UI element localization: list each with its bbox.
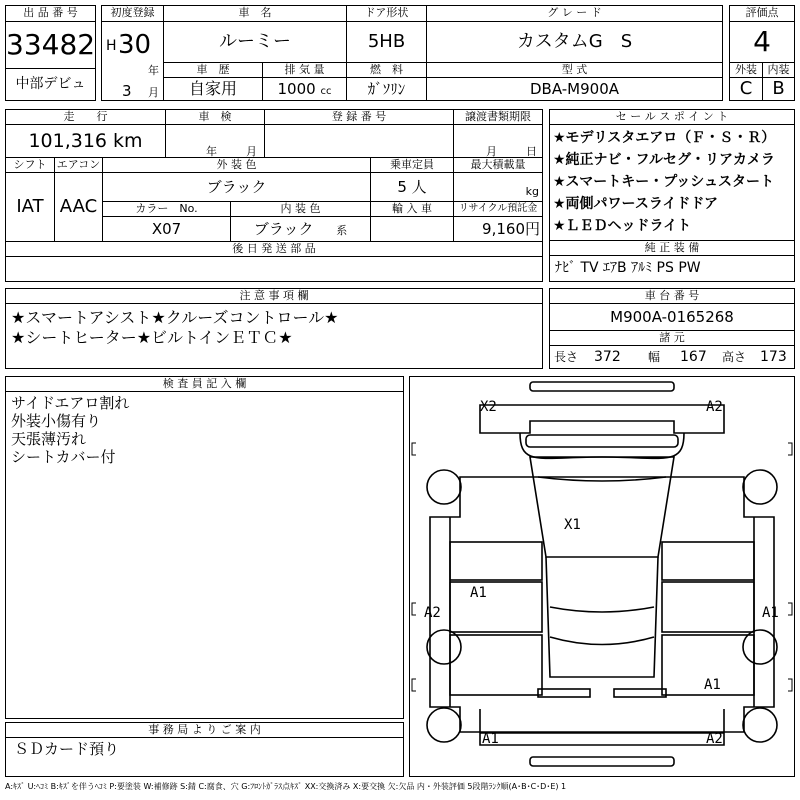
model-code: DBA-M900A — [426, 77, 723, 101]
later-parts-label: 後 日 発 送 部 品 — [5, 241, 543, 257]
transfer-label: 譲渡書類期限 — [453, 109, 543, 125]
origin-label: 中部デビュ — [5, 68, 96, 101]
shift: IAT — [5, 172, 55, 242]
mark-roof: X1 — [564, 517, 581, 533]
genuine-label: 純 正 装 備 — [549, 240, 795, 256]
inspector-line: 天張薄汚れ — [11, 430, 87, 448]
length: 372 — [594, 349, 621, 365]
color-no-label: カラー No. — [102, 201, 231, 217]
office-label: 事 務 局 よ り ご 案 内 — [5, 722, 404, 738]
model-label: 型 式 — [426, 62, 723, 78]
transfer-box — [453, 124, 543, 158]
width: 167 — [680, 349, 707, 365]
seats-label: 乗車定員 — [370, 157, 454, 173]
notes-label: 注 意 事 項 欄 — [5, 288, 543, 304]
sales-point: ★ＬＥＤヘッドライト — [553, 218, 692, 234]
inspection-box — [165, 124, 265, 158]
grade: カスタムG S — [426, 21, 723, 63]
recycle-label: リサイクル預託金 — [453, 201, 543, 217]
chassis-number: M900A-0165268 — [549, 303, 795, 331]
legend: A:ｷｽﾞ U:ﾍｺﾐ B:ｷｽﾞを伴うﾍｺﾐ P:要塗装 W:補修跡 S:錆 C:腐食、穴 G:ﾌﾛﾝﾄｶﾞﾗｽ点ｷｽﾞ XX:交換済み X:要交換 欠:欠品 内・外装評価 5段階ﾗﾝｸ順(A･B･C･D･E) 1 — [5, 782, 567, 791]
interior-grade: B — [762, 77, 795, 101]
load-unit: kg — [525, 185, 539, 198]
int-color-box — [230, 216, 371, 242]
office-note: ＳＤカード預り — [5, 737, 404, 777]
car-outline — [410, 377, 794, 776]
sales-point: ★スマートキー・プッシュスタート — [553, 174, 775, 190]
import-label: 輸 入 車 — [370, 201, 454, 217]
import-value — [370, 216, 454, 242]
width-label: 幅 — [648, 350, 661, 364]
height: 173 — [760, 349, 787, 365]
mileage-label: 走 行 — [5, 109, 166, 125]
insp-month-unit: 月 — [246, 145, 257, 158]
score-label: 評価点 — [729, 5, 795, 22]
mark-front-left: X2 — [480, 399, 497, 415]
lot-no-label: 出 品 番 号 — [5, 5, 96, 22]
height-label: 高さ — [722, 350, 747, 364]
history-label: 車 歴 — [163, 62, 263, 78]
displacement-box — [262, 77, 347, 101]
displacement-label: 排 気 量 — [262, 62, 347, 78]
mark-rear-left: A1 — [482, 731, 499, 747]
lot-number: 33482 — [5, 21, 96, 69]
ac: AAC — [54, 172, 103, 242]
interior-label: 内装 — [762, 62, 795, 78]
first-reg-box — [101, 21, 164, 101]
plate-label: 登 録 番 号 — [264, 109, 454, 125]
reg-month: 3 — [122, 82, 132, 100]
color-no: X07 — [102, 216, 231, 242]
dimensions — [549, 345, 795, 369]
sales-point: ★モデリスタエアロ（Ｆ・Ｓ・Ｒ） — [553, 130, 776, 146]
damage-diagram — [409, 376, 795, 777]
mileage: 101,316 km — [5, 124, 166, 158]
ac-label: エアコン — [54, 157, 103, 173]
sales-label: セ ー ル ス ポ イ ン ト — [549, 109, 795, 125]
note-line: ★スマートアシスト★クルーズコントロール★ — [11, 308, 339, 327]
dims-label: 諸 元 — [549, 330, 795, 346]
notes-box — [5, 303, 543, 369]
mark-right-rear: A1 — [704, 677, 721, 693]
inspector-label: 検 査 員 記 入 欄 — [5, 376, 404, 392]
insp-year-unit: 年 — [206, 145, 217, 158]
grade-label: グ レ ー ド — [426, 5, 723, 22]
mark-left-side: A2 — [424, 605, 441, 621]
reg-year: 30 — [118, 30, 152, 60]
int-color-label: 内 装 色 — [230, 201, 371, 217]
genuine-equipment: ﾅﾋﾞ TV ｴｱB ｱﾙﾐ PS PW — [549, 255, 795, 282]
door-type: 5HB — [346, 21, 427, 63]
car-name-label: 車 名 — [163, 5, 347, 22]
door-label: ドア形状 — [346, 5, 427, 22]
ext-color-label: 外 装 色 — [102, 157, 371, 173]
recycle-fee: 9,160円 — [453, 216, 543, 242]
load-box — [453, 172, 543, 202]
shift-label: シフト — [5, 157, 55, 173]
history: 自家用 — [163, 77, 263, 101]
mark-right-side: A1 — [762, 605, 779, 621]
mark-rear-right: A2 — [706, 731, 723, 747]
fuel-label: 燃 料 — [346, 62, 427, 78]
seats: 5 人 — [370, 172, 454, 202]
year-unit: 年 — [148, 64, 159, 77]
car-name: ルーミー — [163, 21, 347, 63]
inspector-box — [5, 391, 404, 719]
sales-point: ★両側パワースライドドア — [553, 196, 719, 212]
ext-color: ブラック — [102, 172, 371, 202]
score: 4 — [729, 21, 795, 63]
displacement: 1000 — [277, 80, 316, 98]
int-color-suffix: 系 — [336, 224, 348, 237]
inspection-label: 車 検 — [165, 109, 265, 125]
fuel: ｶﾞｿﾘﾝ — [346, 77, 427, 101]
later-parts — [5, 256, 543, 282]
chassis-label: 車 台 番 号 — [549, 288, 795, 304]
displacement-unit: cc — [320, 86, 332, 97]
note-line: ★シートヒーター★ビルトインＥＴＣ★ — [11, 328, 293, 347]
first-reg-label: 初度登録 — [101, 5, 164, 22]
sales-points — [549, 124, 795, 241]
exterior-grade: C — [729, 77, 763, 101]
transfer-day-unit: 日 — [526, 145, 537, 158]
load-label: 最大積載量 — [453, 157, 543, 173]
mark-front-right: A2 — [706, 399, 723, 415]
inspector-line: シートカバー付 — [11, 448, 116, 466]
plate-number — [264, 124, 454, 158]
exterior-label: 外装 — [729, 62, 763, 78]
transfer-month-unit: 月 — [486, 145, 497, 158]
inspector-line: 外装小傷有り — [11, 412, 102, 430]
int-color: ブラック — [253, 220, 314, 238]
mark-left-door: A1 — [470, 585, 487, 601]
month-unit: 月 — [148, 86, 159, 99]
length-label: 長さ — [554, 350, 579, 364]
era: H — [106, 38, 117, 54]
sales-point: ★純正ナビ・フルセグ・リアカメラ — [553, 152, 775, 168]
inspector-line: サイドエアロ割れ — [11, 394, 130, 412]
